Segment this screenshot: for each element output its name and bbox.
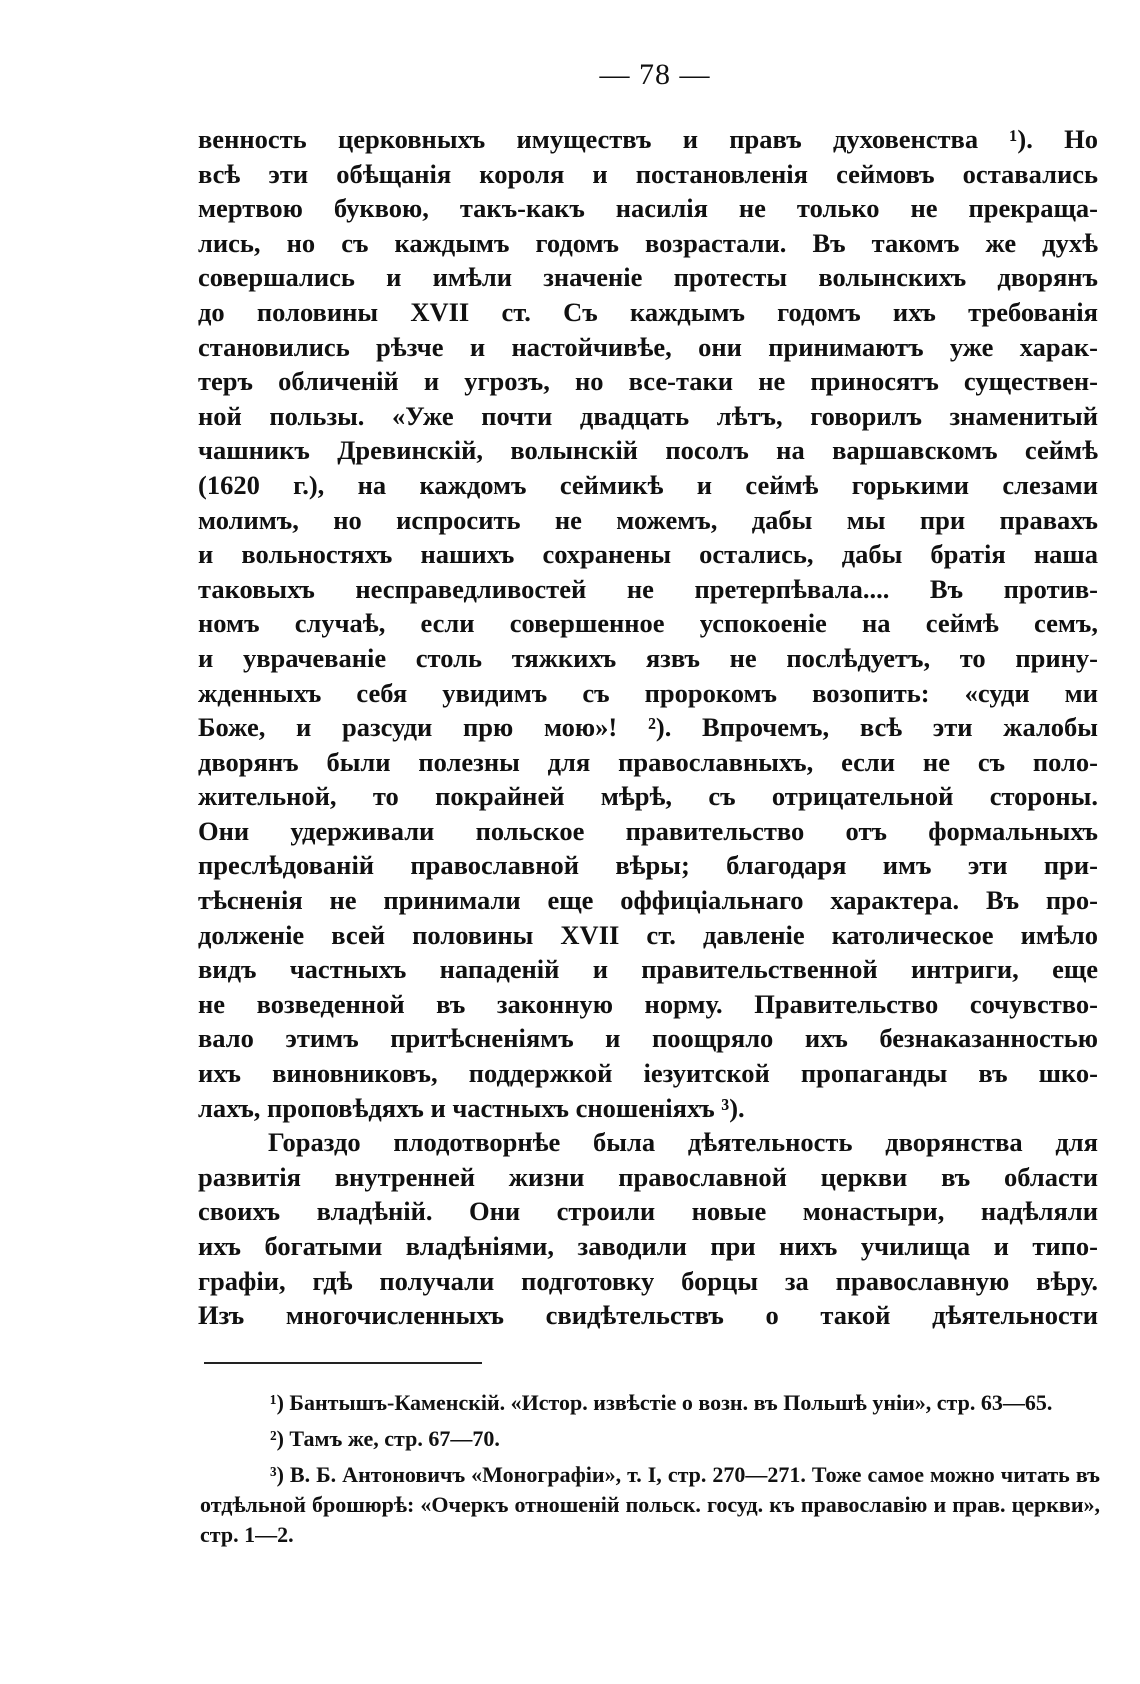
text-line: вало этимъ притѣсненіямъ и поощряло ихъ безнаказанностью — [198, 1023, 1098, 1054]
text-line: жительной, то покрайней мѣрѣ, съ отрицательной стороны. — [198, 781, 1098, 812]
paragraph-2 — [198, 1125, 1098, 1333]
text-line: Боже, и разсуди прю мою»! ²). Впрочемъ, всѣ эти жалобы — [198, 712, 1098, 743]
text-line: чашникъ Древинскій, волынскій посолъ на варшавскомъ сеймѣ — [198, 435, 1098, 466]
text-line: ихъ богатыми владѣніями, заводили при нихъ училища и типо- — [198, 1231, 1098, 1261]
text-line: долженіе всей половины XVII ст. давленіе католическое имѣло — [198, 919, 1098, 950]
paragraph-1 — [198, 122, 1098, 1125]
text-line: и вольностяхъ нашихъ сохранены остались, дабы братія наша — [198, 539, 1098, 570]
text-line: мертвою буквою, такъ-какъ насилія не только не прекраща- — [198, 193, 1098, 224]
text-line: ихъ виновниковъ, поддержкой іезуитской пропаганды въ шко- — [198, 1058, 1098, 1089]
text-line: и уврачеваніе столь тяжкихъ язвъ не послѣдуетъ, то прину- — [198, 642, 1098, 673]
footnotes — [200, 1388, 1100, 1556]
text-line: молимъ, но испросить не можемъ, дабы мы при правахъ — [198, 504, 1098, 535]
footnote-divider — [204, 1362, 482, 1364]
text-line: совершались и имѣли значеніе протесты волынскихъ дворянъ — [198, 262, 1098, 293]
footnote-1: ¹) Бантышъ-Каменскій. «Истор. извѣстіе о возн. въ Польшѣ уніи», стр. 63—65. — [270, 1390, 1053, 1415]
footnote-2: ²) Тамъ же, стр. 67—70. — [270, 1426, 500, 1451]
text-line: Гораздо плодотворнѣе была дѣятельность дворянства для — [268, 1127, 1098, 1158]
text-line: своихъ владѣній. Они строили новые монастыри, надѣляли — [198, 1196, 1098, 1227]
text-line: графіи, гдѣ получали подготовку борцы за православную вѣру. — [198, 1265, 1098, 1296]
text-line: теръ обличеній и угрозъ, но все-таки не приносятъ существен- — [198, 366, 1098, 397]
text-line: ной пользы. «Уже почти двадцать лѣтъ, говорилъ знаменитый — [198, 400, 1098, 431]
text-line: тѣсненія не принимали еще оффиціальнаго характера. Въ про- — [198, 885, 1098, 916]
text-line: лись, но съ каждымъ годомъ возрастали. Въ такомъ же духѣ — [198, 227, 1098, 258]
text-line: венность церковныхъ имуществъ и правъ духовенства ¹). Но — [198, 124, 1098, 154]
text-line: не возведенной въ законную норму. Правительство сочувство- — [198, 988, 1098, 1019]
footnote-3: ³) В. Б. Антоновичъ «Монографіи», т. I, стр. 270—271. Тоже самое можно читать въ отдѣльной брошюрѣ: «Очеркъ отношеній польск. госуд. къ православію и прав. церкви», стр. 1—2. — [200, 1462, 1100, 1547]
text-line: до половины XVII ст. Съ каждымъ годомъ ихъ требованія — [198, 296, 1098, 327]
text-line: номъ случаѣ, если совершенное успокоеніе на сеймѣ семъ, — [198, 608, 1098, 639]
body-text — [198, 122, 1098, 1333]
text-line: дворянъ были полезны для православныхъ, если не съ поло- — [198, 746, 1098, 777]
text-line: Они удерживали польское правительство отъ формальныхъ — [198, 815, 1098, 846]
page-number: — 78 — — [599, 58, 711, 91]
text-line: видъ частныхъ нападеній и правительственной интриги, еще — [198, 954, 1098, 985]
text-line: жденныхъ себя увидимъ съ пророкомъ возопить: «суди ми — [198, 677, 1098, 708]
text-line: (1620 г.), на каждомъ сеймикѣ и сеймѣ горькими слезами — [198, 469, 1098, 500]
text-line: всѣ эти обѣщанія короля и постановленія сеймовъ оставались — [198, 158, 1098, 189]
text-line: Изъ многочисленныхъ свидѣтельствъ о такой дѣятельности — [198, 1300, 1098, 1331]
text-line: лахъ, проповѣдяхъ и частныхъ сношеніяхъ ³). — [198, 1092, 745, 1123]
text-line: таковыхъ несправедливостей не претерпѣвала.... Въ против- — [198, 573, 1098, 604]
text-line: преслѣдованій православной вѣры; благодаря имъ эти при- — [198, 850, 1098, 881]
text-line: становились рѣзче и настойчивѣе, они принимаютъ уже харак- — [198, 331, 1098, 362]
text-line: развитія внутренней жизни православной церкви въ области — [198, 1161, 1098, 1192]
